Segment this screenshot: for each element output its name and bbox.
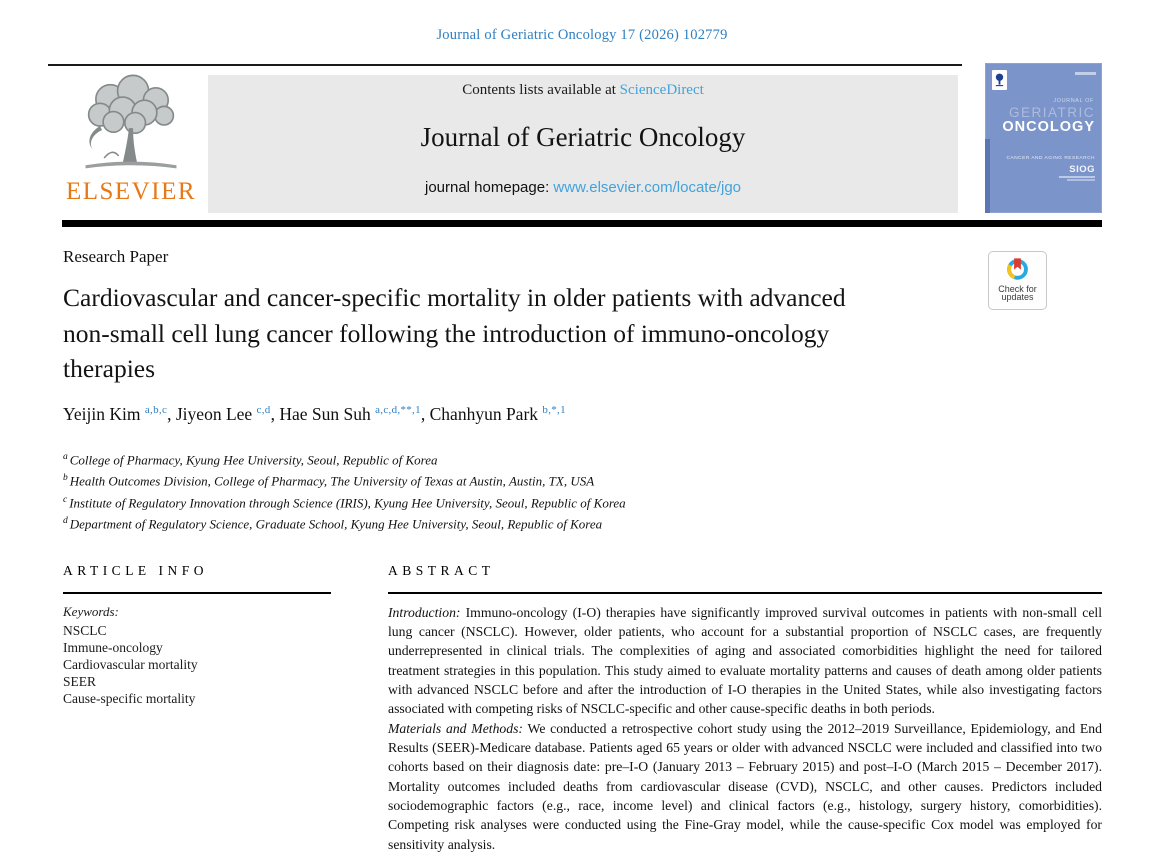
author-superscript: a,c,d,**,1: [375, 404, 421, 417]
contents-prefix: Contents lists available at: [462, 82, 620, 98]
check-updates-icon: [1004, 255, 1031, 282]
article-info-heading: ARTICLE INFO: [63, 563, 209, 578]
abstract-section-label: Materials and Methods:: [388, 720, 523, 736]
elsevier-tree-icon: [69, 70, 193, 182]
affiliation-item: [63, 469, 626, 490]
abstract-section-body: Immuno-oncology (I-O) therapies have significantly improved survival outcomes in patients with non-small cell lung cancer (NSCLC). However, older patients, who account for a substantial proportion of NSCLC cases, are frequently underrepresented in clinical trials. The complexities of aging and associated comorbidities highlight the need for tailored treatment strategies in this population. This study aimed to evaluate mortality patterns and causes of death among older patients with advanced NSCLC before and after the introduction of I-O therapies in the United States, while also investigating factors associated with competing risks of NSCLC-specific and other cause-specific deaths in both periods.: [388, 604, 1102, 717]
abstract-paragraph-methods: [388, 719, 1102, 854]
keyword-item: Immune-oncology: [63, 639, 163, 655]
check-updates-badge[interactable]: [988, 251, 1047, 310]
journal-banner-title: Journal of Geriatric Oncology: [420, 122, 746, 152]
affiliation-text: College of Pharmacy, Kyung Hee University, Seoul, Republic of Korea: [69, 452, 438, 468]
abstract-section-label: Introduction:: [388, 604, 461, 620]
journal-citation: Journal of Geriatric Oncology 17 (2026) 102779: [436, 27, 728, 43]
article-type-label: Research Paper: [63, 247, 169, 266]
cover-left-stripe: [985, 139, 990, 213]
article-info-section: [63, 563, 331, 708]
keyword-item: SEER: [63, 674, 97, 690]
cover-geriatric: GERIATRIC: [1008, 105, 1095, 120]
author-name: Yeijin Kim: [63, 404, 141, 424]
affiliation-text: Health Outcomes Division, College of Pharmacy, The University of Texas at Austin, Austin, TX, USA: [69, 473, 595, 489]
check-updates-label-2: updates: [1001, 291, 1034, 302]
abstract-heading: ABSTRACT: [388, 563, 495, 578]
author-name: Jiyeon Lee: [175, 404, 253, 424]
article-info-rule: [63, 592, 331, 594]
cover-oncology: ONCOLOGY: [1002, 119, 1095, 135]
sciencedirect-link[interactable]: ScienceDirect: [619, 82, 704, 98]
author-name: Hae Sun Suh: [279, 404, 371, 424]
author-superscript: b,*,1: [542, 404, 566, 417]
affiliation-superscript: c: [63, 494, 68, 505]
author-name: Chanhyun Park: [429, 404, 539, 424]
abstract-section: [388, 563, 1102, 854]
author: [430, 404, 566, 424]
cover-society-logo: SIOG: [1069, 164, 1095, 175]
author: [279, 404, 429, 424]
keywords-label: Keywords:: [63, 603, 119, 619]
affiliation-item: [63, 491, 626, 512]
author-separator: ,: [270, 404, 280, 424]
abstract-rule: [388, 592, 1102, 594]
affiliation-item: [63, 448, 626, 469]
author-separator: ,: [420, 404, 430, 424]
affiliation-superscript: b: [63, 473, 68, 484]
affiliation-item: [63, 512, 626, 533]
header-separator-bar: [62, 220, 1102, 227]
author: [63, 404, 176, 424]
abstract-text: [388, 603, 1102, 854]
affiliation-text: Institute of Regulatory Innovation through Science (IRIS), Kyung Hee University, Seoul, Republic of Korea: [69, 494, 626, 510]
journal-banner: [208, 75, 958, 213]
cover-tagline: CANCER AND AGING RESEARCH: [1006, 156, 1095, 161]
cover-society-subline: [1059, 176, 1095, 178]
cover-journal-of: JOURNAL OF: [1053, 98, 1094, 104]
journal-cover-thumbnail: [985, 63, 1102, 213]
cover-society-subline2: [1067, 179, 1095, 181]
keyword-item: NSCLC: [63, 622, 107, 638]
elsevier-wordmark: ELSEVIER: [65, 178, 197, 205]
authors-line: [63, 404, 566, 425]
abstract-section-body: We conducted a retrospective cohort study using the 2012–2019 Surveillance, Epidemiology, and End Results (SEER)-Medicare database. Patients aged 65 years or older with advanced NSCLC were included and classified into two cohorts based on their diagnosis date: pre–I-O (January 2013 – February 2015) and post–I-O (March 2015 – December 2017). Mortality outcomes included deaths from cardiovascular disease (CVD), NSCLC, and other causes. Predictors included sociodemographic factors (e.g., race, income level) and clinical factors (e.g., histology, surgery history, comorbidities). Competing risk analyses were conducted using the Fine-Gray model, while the cause-specific Cox model was employed for sensitivity analysis.: [388, 720, 1102, 852]
abstract-paragraph-introduction: [388, 603, 1102, 719]
author: [176, 404, 279, 424]
check-updates-label-1: Check for: [998, 284, 1037, 294]
cover-elsevier-mark: [992, 70, 1007, 90]
author-superscript: c,d: [256, 404, 271, 417]
cover-tree-icon: [994, 72, 1005, 88]
contents-line: [208, 75, 958, 99]
cover-issn-mark: [1075, 72, 1096, 75]
elsevier-logo: [56, 70, 206, 216]
header-top-rule: [48, 64, 962, 66]
affiliations-list: [63, 448, 626, 533]
homepage-label: journal homepage:: [424, 179, 554, 196]
affiliation-text: Department of Regulatory Science, Graduate School, Kyung Hee University, Seoul, Republic of Korea: [69, 516, 603, 532]
keyword-item: Cardiovascular mortality: [63, 656, 198, 672]
author-superscript: a,b,c: [144, 404, 168, 417]
author-separator: ,: [167, 404, 176, 424]
article-title: Cardiovascular and cancer-specific mortality in older patients with advanced non-small cell lung cancer following the introduction of immuno-oncology therapies: [63, 283, 846, 383]
affiliation-superscript: a: [63, 452, 68, 462]
homepage-line: [208, 179, 958, 196]
homepage-link[interactable]: www.elsevier.com/locate/jgo: [553, 179, 742, 196]
keywords-list: [63, 622, 331, 708]
keyword-item: Cause-specific mortality: [63, 691, 196, 707]
affiliation-superscript: d: [63, 515, 68, 526]
